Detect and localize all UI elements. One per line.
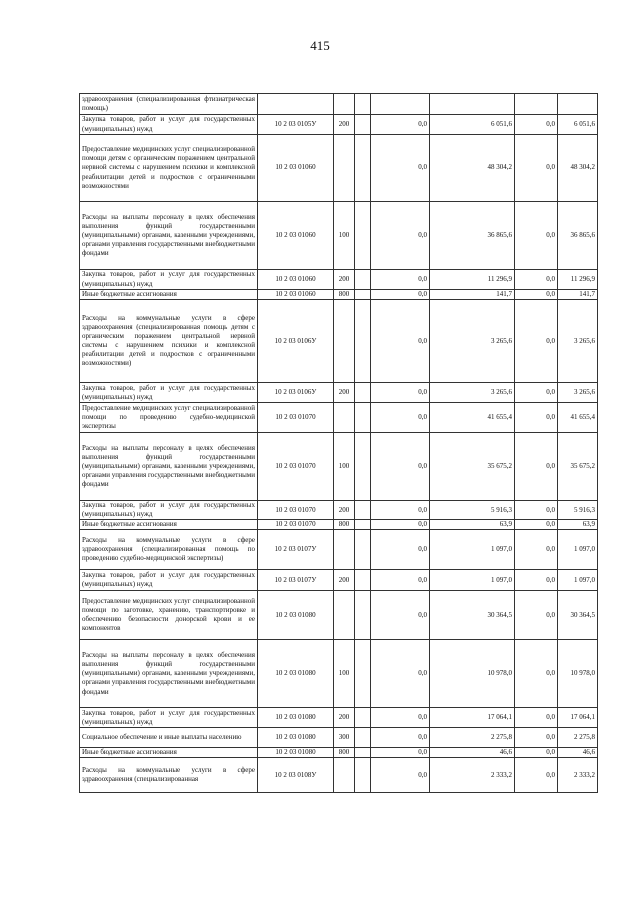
row-value-4: 0,0 (515, 758, 558, 793)
row-value-1 (355, 520, 371, 530)
table-row (80, 640, 598, 708)
row-description: Закупка товаров, работ и услуг для государственных (муниципальных) нужд (80, 570, 258, 591)
row-value-5: 41 655,4 (558, 403, 598, 433)
row-value-4: 0,0 (515, 290, 558, 300)
row-value-5 (558, 94, 598, 115)
row-value-1 (355, 758, 371, 793)
row-description: Предоставление медицинских услуг специализированной помощи детям с органическим поражением центральной нервной системы с нарушением психики и комплексной реабилитации детей и подростков с ограниченными возможностями (80, 135, 258, 202)
page-number: 415 (310, 38, 330, 53)
row-expense-type: 200 (334, 115, 355, 135)
row-value-4: 0,0 (515, 270, 558, 290)
table-row (80, 530, 598, 570)
row-value-4: 0,0 (515, 383, 558, 403)
row-value-2: 0,0 (371, 270, 430, 290)
row-code: 10 2 03 0106У (258, 300, 334, 383)
row-value-4: 0,0 (515, 202, 558, 270)
table-row (80, 708, 598, 728)
row-value-5: 1 097,0 (558, 570, 598, 591)
row-value-3: 30 364,5 (430, 591, 515, 640)
row-expense-type (334, 300, 355, 383)
row-value-3: 10 978,0 (430, 640, 515, 708)
row-value-5: 3 265,6 (558, 300, 598, 383)
row-value-3: 48 304,2 (430, 135, 515, 202)
row-value-1 (355, 300, 371, 383)
row-expense-type: 800 (334, 290, 355, 300)
row-value-4: 0,0 (515, 570, 558, 591)
row-value-5: 2 275,8 (558, 728, 598, 748)
table-row (80, 591, 598, 640)
row-description: Расходы на коммунальные услуги в сфере здравоохранения (специализированная помощь детям с органическим поражением центральной нервной системы с нарушением психики и комплексной реабилитации детей и подростков с ограниченными возможностями) (80, 300, 258, 383)
row-value-1 (355, 748, 371, 758)
row-value-4: 0,0 (515, 748, 558, 758)
row-value-4: 0,0 (515, 591, 558, 640)
row-value-2: 0,0 (371, 520, 430, 530)
row-code: 10 2 03 0106У (258, 383, 334, 403)
row-description: Закупка товаров, работ и услуг для государственных (муниципальных) нужд (80, 115, 258, 135)
row-description: Расходы на выплаты персоналу в целях обеспечения выполнения функций государственными (муниципальными) органами, казенными учреждениями, органами управления государственными внебюджетными фондами (80, 202, 258, 270)
row-value-3 (430, 94, 515, 115)
row-value-5: 141,7 (558, 290, 598, 300)
row-value-4: 0,0 (515, 300, 558, 383)
row-code: 10 2 03 0108У (258, 758, 334, 793)
row-description: Предоставление медицинских услуг специализированной помощи по проведению судебно-медицинской экспертизы (80, 403, 258, 433)
row-value-4 (515, 94, 558, 115)
row-value-2: 0,0 (371, 530, 430, 570)
row-code: 10 2 03 0107У (258, 570, 334, 591)
row-value-4: 0,0 (515, 530, 558, 570)
row-value-1 (355, 640, 371, 708)
row-value-5: 36 865,6 (558, 202, 598, 270)
row-value-5: 3 265,6 (558, 383, 598, 403)
table-row (80, 115, 598, 135)
row-value-1 (355, 94, 371, 115)
row-value-3: 2 275,8 (430, 728, 515, 748)
row-value-4: 0,0 (515, 640, 558, 708)
row-value-5: 6 051,6 (558, 115, 598, 135)
row-value-2: 0,0 (371, 403, 430, 433)
row-value-3: 1 097,0 (430, 570, 515, 591)
row-description: Иные бюджетные ассигнования (80, 520, 258, 530)
table-row (80, 748, 598, 758)
row-value-3: 3 265,6 (430, 300, 515, 383)
row-description: Расходы на коммунальные услуги в сфере здравоохранения (специализированная помощь по проведению судебно-медицинской экспертизы) (80, 530, 258, 570)
row-code: 10 2 03 01080 (258, 591, 334, 640)
row-expense-type: 300 (334, 728, 355, 748)
row-description: Закупка товаров, работ и услуг для государственных (муниципальных) нужд (80, 501, 258, 520)
row-code: 10 2 03 01060 (258, 202, 334, 270)
row-value-5: 11 296,9 (558, 270, 598, 290)
row-value-1 (355, 290, 371, 300)
row-description: Расходы на выплаты персоналу в целях обеспечения выполнения функций государственными (муниципальными) органами, казенными учреждениями, органами управления государственными внебюджетными фондами (80, 640, 258, 708)
row-value-4: 0,0 (515, 403, 558, 433)
row-expense-type (334, 94, 355, 115)
row-value-1 (355, 570, 371, 591)
table-row (80, 433, 598, 501)
row-expense-type: 100 (334, 640, 355, 708)
row-code: 10 2 03 01070 (258, 501, 334, 520)
row-value-1 (355, 591, 371, 640)
row-code: 10 2 03 01070 (258, 520, 334, 530)
table-row (80, 290, 598, 300)
row-expense-type (334, 403, 355, 433)
row-value-1 (355, 728, 371, 748)
row-code: 10 2 03 0105У (258, 115, 334, 135)
row-value-2: 0,0 (371, 728, 430, 748)
row-value-3: 63,9 (430, 520, 515, 530)
table-row (80, 270, 598, 290)
row-value-2: 0,0 (371, 433, 430, 501)
row-value-4: 0,0 (515, 728, 558, 748)
row-expense-type (334, 758, 355, 793)
row-expense-type: 100 (334, 202, 355, 270)
row-value-2: 0,0 (371, 748, 430, 758)
row-value-2: 0,0 (371, 290, 430, 300)
row-value-3: 36 865,6 (430, 202, 515, 270)
row-code: 10 2 03 0107У (258, 530, 334, 570)
table-row (80, 94, 598, 115)
row-value-3: 6 051,6 (430, 115, 515, 135)
row-value-3: 5 916,3 (430, 501, 515, 520)
row-description: Расходы на коммунальные услуги в сфере здравоохранения (специализированная (80, 758, 258, 793)
row-expense-type (334, 591, 355, 640)
row-description: здравоохранения (специализированная фтизиатрическая помощь) (80, 94, 258, 115)
row-expense-type: 100 (334, 433, 355, 501)
row-value-1 (355, 403, 371, 433)
row-code: 10 2 03 01080 (258, 728, 334, 748)
row-code: 10 2 03 01060 (258, 270, 334, 290)
row-expense-type: 200 (334, 383, 355, 403)
table-row (80, 570, 598, 591)
table-body (80, 94, 598, 793)
row-description: Предоставление медицинских услуг специализированной помощи по заготовке, хранению, транспортировке и обеспечению безопасности донорской крови и ее компонентов (80, 591, 258, 640)
row-code: 10 2 03 01060 (258, 290, 334, 300)
row-value-2: 0,0 (371, 202, 430, 270)
row-value-4: 0,0 (515, 501, 558, 520)
row-value-1 (355, 115, 371, 135)
row-value-3: 35 675,2 (430, 433, 515, 501)
row-value-3: 46,6 (430, 748, 515, 758)
row-code: 10 2 03 01080 (258, 708, 334, 728)
row-value-1 (355, 383, 371, 403)
row-value-4: 0,0 (515, 520, 558, 530)
row-description: Расходы на выплаты персоналу в целях обеспечения выполнения функций государственными (муниципальными) органами, казенными учреждениями, органами управления государственными внебюджетными фондами (80, 433, 258, 501)
row-value-1 (355, 433, 371, 501)
table-row (80, 728, 598, 748)
budget-table (79, 93, 598, 793)
table-row (80, 202, 598, 270)
row-description: Закупка товаров, работ и услуг для государственных (муниципальных) нужд (80, 270, 258, 290)
row-expense-type: 800 (334, 520, 355, 530)
row-value-1 (355, 202, 371, 270)
row-value-1 (355, 708, 371, 728)
row-expense-type: 200 (334, 570, 355, 591)
table-row (80, 403, 598, 433)
row-value-5: 30 364,5 (558, 591, 598, 640)
row-value-5: 10 978,0 (558, 640, 598, 708)
row-value-4: 0,0 (515, 115, 558, 135)
row-value-5: 46,6 (558, 748, 598, 758)
row-value-2: 0,0 (371, 591, 430, 640)
row-value-2: 0,0 (371, 708, 430, 728)
table-row (80, 520, 598, 530)
row-code: 10 2 03 01080 (258, 748, 334, 758)
row-value-1 (355, 530, 371, 570)
row-value-3: 141,7 (430, 290, 515, 300)
row-description: Иные бюджетные ассигнования (80, 748, 258, 758)
row-expense-type: 200 (334, 708, 355, 728)
row-value-5: 5 916,3 (558, 501, 598, 520)
row-value-1 (355, 270, 371, 290)
row-value-5: 1 097,0 (558, 530, 598, 570)
row-value-3: 1 097,0 (430, 530, 515, 570)
row-description: Закупка товаров, работ и услуг для государственных (муниципальных) нужд (80, 383, 258, 403)
row-code (258, 94, 334, 115)
row-value-4: 0,0 (515, 708, 558, 728)
row-code: 10 2 03 01070 (258, 403, 334, 433)
row-value-2: 0,0 (371, 135, 430, 202)
row-expense-type: 200 (334, 501, 355, 520)
table-row (80, 135, 598, 202)
row-code: 10 2 03 01060 (258, 135, 334, 202)
table-row (80, 383, 598, 403)
row-expense-type: 800 (334, 748, 355, 758)
row-value-2: 0,0 (371, 383, 430, 403)
row-value-3: 17 064,1 (430, 708, 515, 728)
row-expense-type: 200 (334, 270, 355, 290)
row-description: Иные бюджетные ассигнования (80, 290, 258, 300)
row-value-2 (371, 94, 430, 115)
row-value-3: 41 655,4 (430, 403, 515, 433)
row-value-5: 63,9 (558, 520, 598, 530)
table-row (80, 300, 598, 383)
row-value-3: 11 296,9 (430, 270, 515, 290)
table-row (80, 758, 598, 793)
row-expense-type (334, 530, 355, 570)
row-value-5: 17 064,1 (558, 708, 598, 728)
row-value-2: 0,0 (371, 115, 430, 135)
row-value-2: 0,0 (371, 501, 430, 520)
row-value-1 (355, 501, 371, 520)
row-expense-type (334, 135, 355, 202)
row-value-1 (355, 135, 371, 202)
row-description: Социальное обеспечение и иные выплаты населению (80, 728, 258, 748)
row-value-5: 48 304,2 (558, 135, 598, 202)
table-row (80, 501, 598, 520)
row-value-4: 0,0 (515, 135, 558, 202)
row-value-3: 2 333,2 (430, 758, 515, 793)
row-value-2: 0,0 (371, 640, 430, 708)
row-value-4: 0,0 (515, 433, 558, 501)
row-value-3: 3 265,6 (430, 383, 515, 403)
row-value-2: 0,0 (371, 758, 430, 793)
row-code: 10 2 03 01080 (258, 640, 334, 708)
row-value-5: 35 675,2 (558, 433, 598, 501)
row-value-2: 0,0 (371, 300, 430, 383)
row-code: 10 2 03 01070 (258, 433, 334, 501)
row-value-5: 2 333,2 (558, 758, 598, 793)
row-description: Закупка товаров, работ и услуг для государственных (муниципальных) нужд (80, 708, 258, 728)
row-value-2: 0,0 (371, 570, 430, 591)
